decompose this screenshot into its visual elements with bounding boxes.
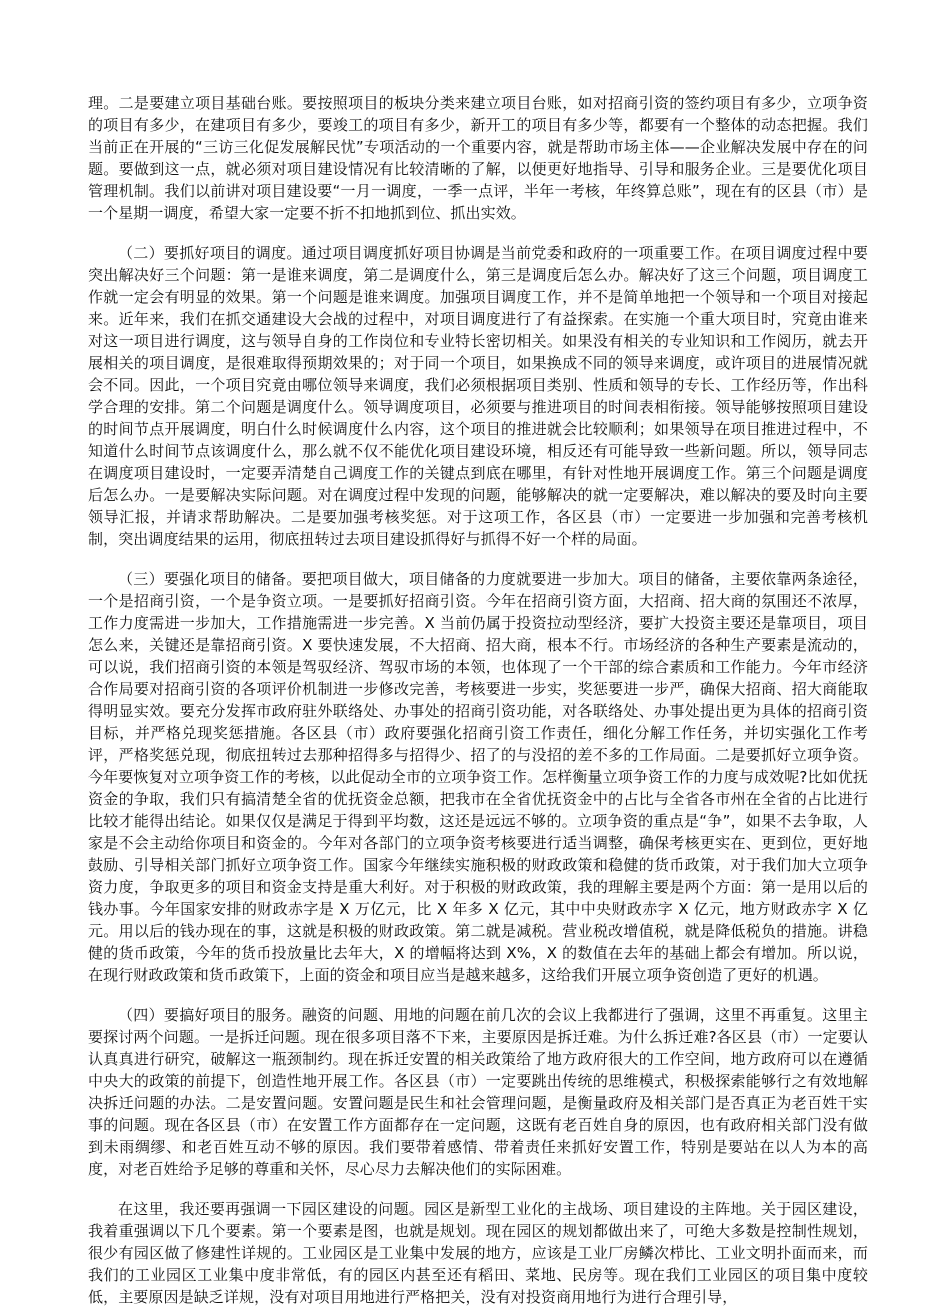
paragraph-3: （三）要强化项目的储备。要把项目做大，项目储备的力度就要进一步加大。项目的储备，主要依靠两条途径，一个是招商引资，一个是争资立项。一是要抓好招商引资。今年在招商引资方面，大招商、招大商的氛围还不浓厚，工作力度需进一步加大，工作措施需进一步完善。X 当前仍属于投资拉动型经济，要扩大投资主要还是靠项目，项目怎么来，关键还是靠招商引资。X 要快速发展，不大招商、招大商，根本不行。市场经济的各种生产要素是流动的，可以说，我们招商引资的本领是驾驭经济、驾驭市场的本领，也体现了一个干部的综合素质和工作能力。今年市经济合作局要对招商引资的各项评价机制进一步修改完善，考核要进一步实，奖惩要进一步严，确保大招商、招大商能取得明显实效。要充分发挥市政府驻外联络处、办事处的招商引资功能，对各联络处、办事处提出更为具体的招商引资目标，并严格兑现奖惩措施。各区县（市）政府要强化招商引资工作责任，细化分解工作任务，并切实强化工作考评，严格奖惩兑现，彻底扭转过去那种招得多与招得少、招了的与没招的差不多的工作局面。二是要抓好立项争资。今年要恢复对立项争资工作的考核，以此促动全市的立项争资工作。怎样衡量立项争资工作的力度与成效呢?比如优抚资金的争取，我们只有搞清楚全省的优抚资金总额，把我市在全省优抚资金中的占比与全省各市州在全省的占比进行比较才能得出结论。如果仅仅是满足于得到平均数，这还是远远不够的。立项争资的重点是“争”，如果不去争取，人家是不会主动给你项目和资金的。今年对各部门的立项争资考核要进行适当调整，确保考核更实在、更到位，更好地鼓励、引导相关部门抓好立项争资工作。国家今年继续实施积极的财政政策和稳健的货币政策，对于我们加大立项争资力度，争取更多的项目和资金支持是重大利好。对于积极的财政政策，我的理解主要是两个方面：第一是用以后的钱办事。今年国家安排的财政赤字是 X 万亿元，比 X 年多 X 亿元，其中中央财政赤字 X 亿元，地方财政赤字 X 亿元。用以后的钱办现在的事，这就是积极的财政政策。第二就是减税。营业税改增值税，就是降低税负的措施。讲稳健的货币政策，今年的货币投放量比去年大，X 的增幅将达到 X%，X 的数值在去年的基础上都会有增加。所以说，在现行财政政策和货币政策下，上面的资金和项目应当是越来越多，这给我们开展立项争资创造了更好的机遇。: [88, 570, 868, 984]
paragraph-5: 在这里，我还要再强调一下园区建设的问题。园区是新型工业化的主战场、项目建设的主阵地。关于园区建设，我着重强调以下几个要素。第一个要素是图，也就是规划。现在园区的规划都做出来了，可绝大多数是控制性规划，很少有园区做了修建性详规的。工业园区是工业集中发展的地方，应该是工业厂房鳞次栉比、工业文明扑面而来，而我们的工业园区工业集中度非常低，有的园区内甚至还有稻田、菜地、民房等。现在我们工业园区的项目集中度较低，主要原因是缺乏详规，没有对项目用地进行严格把关，没有对投资商用地行为进行合理引导，: [88, 1200, 868, 1306]
paragraph-1: 理。二是要建立项目基础台账。要按照项目的板块分类来建立项目台账，如对招商引资的签约项目有多少，立项争资的项目有多少，在建项目有多少，要竣工的项目有多少，新开工的项目有多少等，都要有一个整体的动态把握。我们当前正在开展的“三访三化促发展解民忧”专项活动的一个重要内容，就是帮助市场主体——企业解决发展中存在的问题。要做到这一点，就必须对项目建设情况有比较清晰的了解，以便更好地指导、引导和服务企业。三是要优化项目管理机制。我们以前讲对项目建设要“一月一调度，一季一点评，半年一考核，年终算总账”，现在有的区县（市）是一个星期一调度，希望大家一定要不折不扣地抓到位、抓出实效。: [88, 94, 868, 222]
paragraph-2: （二）要抓好项目的调度。通过项目调度抓好项目协调是当前党委和政府的一项重要工作。在项目调度过程中要突出解决好三个问题：第一是谁来调度，第二是调度什么，第三是调度后怎么办。解决好了这三个问题，项目调度工作就一定会有明显的效果。第一个问题是谁来调度。加强项目调度工作，并不是简单地把一个领导和一个项目对接起来。近年来，我们在抓交通建设大会战的过程中，对项目调度进行了有益探索。在实施一个重大项目时，究竟由谁来对这一项目进行调度，这与领导自身的工作岗位和专业特长密切相关。如果没有相关的专业知识和工作阅历，就去开展相关的项目调度，是很难取得预期效果的；对于同一个项目，如果换成不同的领导来调度，或许项目的进展情况就会不同。因此，一个项目究竟由哪位领导来调度，我们必须根据项目类别、性质和领导的专长、工作经历等，作出科学合理的安排。第二个问题是调度什么。领导调度项目，必须要与推进项目的时间表相衔接。领导能够按照项目建设的时间节点开展调度，明白什么时候调度什么内容，这个项目的推进就会比较顺利；如果领导在项目推进过程中，不知道什么时间节点该调度什么，那么就不仅不能优化项目建设环境，相反还有可能导致一些新问题。所以，领导同志在调度项目建设时，一定要弄清楚自己调度工作的关键点到底在哪里，有针对性地开展调度工作。第三个问题是调度后怎么办。一是要解决实际问题。对在调度过程中发现的问题，能够解决的就一定要解决，难以解决的要及时向主要领导汇报，并请求帮助解决。二是要加强考核奖惩。对于这项工作，各区县（市）一定要进一步加强和完善考核机制，突出调度结果的运用，彻底扭转过去项目建设抓得好与抓得不好一个样的局面。: [88, 244, 868, 548]
paragraph-4: （四）要搞好项目的服务。融资的问题、用地的问题在前几次的会议上我都进行了强调，这里不再重复。这里主要探讨两个问题。一是拆迁问题。现在很多项目落不下来，主要原因是拆迁难。为什么拆迁难?各区县（市）一定要认认真真进行研究，破解这一瓶颈制约。现在拆迁安置的相关政策给了地方政府很大的工作空间，地方政府可以在遵循中央大的政策的前提下，创造性地开展工作。各区县（市）一定要跳出传统的思维模式，积极探索能够行之有效地解决拆迁问题的办法。二是安置问题。安置问题是民生和社会管理问题，是衡量政府及相关部门是否真正为老百姓干实事的问题。现在各区县（市）在安置工作方面都存在一定问题，这既有老百姓自身的原因，也有政府相关部门没有做到未雨绸缪、和老百姓互动不够的原因。我们要带着感情、带着责任来抓好安置工作，特别是要站在以人为本的高度，对老百姓给予足够的尊重和关怀，尽心尽力去解决他们的实际困难。: [88, 1006, 868, 1178]
